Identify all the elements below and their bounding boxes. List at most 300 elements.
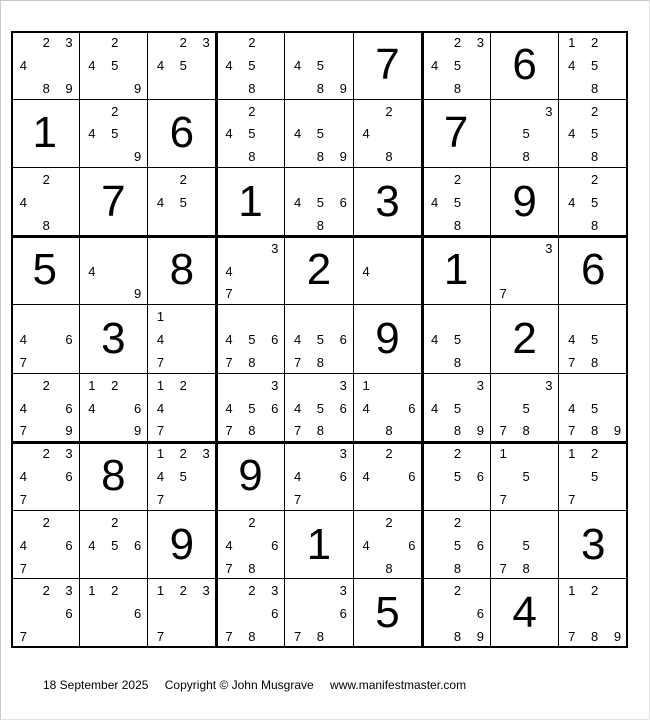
sudoku-cell[interactable] — [217, 237, 286, 306]
candidate-digit: 7 — [568, 423, 576, 439]
candidate-digit: 7 — [499, 423, 507, 439]
candidate-digit: 3 — [202, 583, 210, 599]
candidate-digit: 4 — [431, 57, 439, 73]
sudoku-cell[interactable] — [148, 442, 217, 511]
sudoku-cell[interactable] — [148, 511, 217, 580]
candidate-digit: 8 — [385, 423, 393, 439]
candidate-digit: 2 — [111, 103, 119, 119]
sudoku-cell[interactable] — [285, 237, 354, 306]
sudoku-cell[interactable] — [285, 442, 354, 511]
candidate-digit: 4 — [362, 469, 370, 485]
candidate-digit: 5 — [248, 332, 256, 348]
candidate-digit: 5 — [591, 332, 599, 348]
candidate-digit: 4 — [88, 57, 96, 73]
candidate-digit: 9 — [133, 149, 142, 165]
candidate-digit: 3 — [545, 377, 553, 393]
footer-date: 18 September 2025 — [43, 678, 149, 692]
candidate-digit: 4 — [156, 57, 165, 73]
sudoku-cell[interactable] — [559, 237, 628, 306]
sudoku-cell[interactable] — [11, 31, 80, 100]
given-digit: 2 — [306, 245, 332, 295]
candidate-digit: 7 — [19, 629, 27, 645]
sudoku-cell[interactable] — [354, 31, 423, 100]
sudoku-cell[interactable] — [80, 237, 149, 306]
candidate-digit: 2 — [248, 103, 256, 119]
box-divider-vertical — [215, 31, 218, 648]
candidate-digit: 5 — [453, 537, 462, 553]
candidate-digit: 1 — [88, 583, 96, 599]
sudoku-cell[interactable] — [11, 168, 80, 237]
candidate-digit: 6 — [65, 469, 73, 485]
candidate-digit: 1 — [88, 377, 96, 393]
candidate-digit: 6 — [271, 606, 279, 622]
candidate-digit: 9 — [339, 149, 347, 165]
candidate-digit: 2 — [453, 35, 462, 50]
candidate-digit: 8 — [385, 560, 393, 576]
candidate-digit: 7 — [19, 492, 27, 508]
sudoku-cell[interactable] — [422, 305, 491, 374]
candidate-digit: 4 — [362, 263, 370, 279]
sudoku-cell[interactable] — [422, 374, 491, 443]
candidate-digit: 4 — [156, 194, 165, 210]
sudoku-cell[interactable] — [217, 100, 286, 169]
given-digit: 7 — [443, 108, 469, 158]
sudoku-cell[interactable] — [11, 579, 80, 648]
candidate-digit: 5 — [248, 400, 256, 416]
sudoku-cell[interactable] — [217, 442, 286, 511]
candidate-digit: 5 — [522, 537, 530, 553]
candidate-digit: 6 — [339, 400, 347, 416]
sudoku-cell[interactable] — [11, 511, 80, 580]
candidate-digit: 7 — [568, 492, 576, 508]
sudoku-grid — [11, 31, 628, 648]
candidate-digit: 4 — [225, 57, 233, 73]
candidate-digit: 9 — [133, 423, 142, 439]
candidate-digit: 5 — [111, 57, 119, 73]
sudoku-cell[interactable] — [11, 374, 80, 443]
candidate-digit: 5 — [591, 400, 599, 416]
candidate-digit: 2 — [179, 583, 187, 599]
sudoku-cell[interactable] — [148, 168, 217, 237]
candidate-digit: 6 — [65, 606, 73, 622]
sudoku-cell[interactable] — [11, 442, 80, 511]
candidate-digit: 2 — [591, 103, 599, 119]
given-digit: 1 — [306, 519, 332, 569]
candidate-digit: 5 — [179, 469, 187, 485]
candidate-digit: 8 — [42, 80, 50, 96]
candidate-digit: 9 — [339, 80, 347, 96]
sudoku-cell[interactable] — [491, 305, 560, 374]
footer-website[interactable]: www.manifestmaster.com — [330, 678, 467, 692]
sudoku-cell[interactable] — [285, 579, 354, 648]
candidate-digit: 8 — [453, 354, 462, 370]
candidate-digit: 6 — [339, 194, 347, 210]
sudoku-cell[interactable] — [559, 511, 628, 580]
given-digit: 5 — [32, 245, 58, 295]
candidate-digit: 4 — [293, 57, 302, 73]
candidate-digit: 7 — [19, 560, 27, 576]
given-digit: 3 — [580, 519, 606, 569]
box-divider-horizontal — [11, 235, 628, 238]
candidate-digit: 5 — [453, 332, 462, 348]
sudoku-cell[interactable] — [491, 579, 560, 648]
candidate-digit: 4 — [293, 400, 302, 416]
sudoku-cell[interactable] — [491, 31, 560, 100]
candidate-digit: 8 — [248, 560, 256, 576]
candidate-digit: 8 — [522, 149, 530, 165]
candidate-digit: 7 — [499, 492, 507, 508]
candidate-digit: 4 — [19, 400, 27, 416]
candidate-digit: 3 — [339, 377, 347, 393]
candidate-digit: 4 — [431, 332, 439, 348]
sudoku-cell[interactable] — [80, 442, 149, 511]
footer-copyright: Copyright © John Musgrave — [164, 678, 314, 692]
candidate-digit: 3 — [65, 583, 73, 599]
candidate-digit: 3 — [202, 35, 210, 50]
candidate-digit: 2 — [453, 172, 462, 188]
sudoku-cell[interactable] — [491, 100, 560, 169]
candidate-digit: 2 — [453, 446, 462, 462]
candidate-digit: 7 — [156, 629, 165, 645]
candidate-digit: 3 — [476, 377, 484, 393]
candidate-digit: 1 — [156, 309, 165, 325]
sudoku-cell[interactable] — [559, 305, 628, 374]
candidate-digit: 4 — [293, 469, 302, 485]
given-digit: 7 — [375, 39, 400, 89]
candidate-digit: 7 — [225, 560, 233, 576]
given-digit: 8 — [169, 245, 195, 295]
candidate-digit: 5 — [179, 57, 187, 73]
candidate-digit: 5 — [316, 57, 325, 73]
sudoku-cell[interactable] — [80, 31, 149, 100]
candidate-digit: 9 — [613, 423, 622, 439]
candidate-digit: 5 — [316, 194, 325, 210]
candidate-digit: 8 — [522, 423, 530, 439]
candidate-digit: 8 — [522, 560, 530, 576]
sudoku-cell[interactable] — [491, 511, 560, 580]
sudoku-cell[interactable] — [285, 305, 354, 374]
candidate-digit: 1 — [568, 446, 576, 462]
sudoku-cell[interactable] — [354, 305, 423, 374]
candidate-digit: 2 — [591, 35, 599, 50]
given-digit: 1 — [32, 108, 58, 158]
candidate-digit: 7 — [225, 629, 233, 645]
sudoku-cell[interactable] — [80, 305, 149, 374]
candidate-digit: 5 — [179, 194, 187, 210]
candidate-digit: 6 — [65, 537, 73, 553]
candidate-digit: 8 — [591, 629, 599, 645]
given-digit: 1 — [238, 176, 263, 226]
candidate-digit: 4 — [225, 126, 233, 142]
candidate-digit: 8 — [453, 629, 462, 645]
sudoku-cell[interactable] — [285, 168, 354, 237]
sudoku-cell[interactable] — [148, 31, 217, 100]
candidate-digit: 6 — [476, 537, 484, 553]
sudoku-cell[interactable] — [559, 442, 628, 511]
sudoku-cell[interactable] — [217, 305, 286, 374]
candidate-digit: 9 — [476, 423, 484, 439]
candidate-digit: 8 — [248, 354, 256, 370]
candidate-digit: 6 — [408, 469, 416, 485]
candidate-digit: 4 — [568, 400, 576, 416]
candidate-digit: 8 — [248, 423, 256, 439]
candidate-digit: 3 — [271, 377, 279, 393]
sudoku-cell[interactable] — [422, 168, 491, 237]
candidate-digit: 6 — [408, 537, 416, 553]
candidate-digit: 4 — [362, 126, 370, 142]
sudoku-cell[interactable] — [559, 100, 628, 169]
candidate-digit: 5 — [522, 469, 530, 485]
candidate-digit: 7 — [156, 492, 165, 508]
candidate-digit: 6 — [271, 537, 279, 553]
candidate-digit: 5 — [111, 126, 119, 142]
candidate-digit: 1 — [156, 446, 165, 462]
sudoku-cell[interactable] — [354, 100, 423, 169]
sudoku-cell[interactable] — [11, 305, 80, 374]
sudoku-cell[interactable] — [217, 374, 286, 443]
candidate-digit: 1 — [362, 377, 370, 393]
candidate-digit: 5 — [591, 57, 599, 73]
sudoku-cell[interactable] — [559, 31, 628, 100]
candidate-digit: 5 — [453, 469, 462, 485]
candidate-digit: 2 — [453, 514, 462, 530]
sudoku-cell[interactable] — [354, 511, 423, 580]
given-digit: 8 — [101, 451, 126, 501]
sudoku-cell[interactable] — [80, 168, 149, 237]
sudoku-cell[interactable] — [354, 579, 423, 648]
candidate-digit: 2 — [111, 377, 119, 393]
given-digit: 9 — [238, 451, 263, 501]
candidate-digit: 5 — [316, 400, 325, 416]
sudoku-cell[interactable] — [148, 374, 217, 443]
candidate-digit: 4 — [19, 537, 27, 553]
given-digit: 7 — [101, 176, 126, 226]
candidate-digit: 4 — [88, 400, 96, 416]
candidate-digit: 9 — [613, 629, 622, 645]
candidate-digit: 6 — [65, 400, 73, 416]
candidate-digit: 5 — [522, 126, 530, 142]
candidate-digit: 4 — [431, 400, 439, 416]
candidate-digit: 9 — [133, 80, 142, 96]
candidate-digit: 4 — [568, 194, 576, 210]
candidate-digit: 3 — [202, 446, 210, 462]
footer — [43, 678, 479, 692]
given-digit: 2 — [512, 313, 537, 363]
candidate-digit: 4 — [19, 332, 27, 348]
candidate-digit: 8 — [316, 354, 325, 370]
candidate-digit: 4 — [88, 537, 96, 553]
candidate-digit: 4 — [293, 126, 302, 142]
candidate-digit: 5 — [591, 194, 599, 210]
candidate-digit: 8 — [248, 80, 256, 96]
candidate-digit: 5 — [248, 57, 256, 73]
candidate-digit: 3 — [545, 240, 553, 256]
sudoku-cell[interactable] — [559, 579, 628, 648]
candidate-digit: 4 — [156, 469, 165, 485]
sudoku-cell[interactable] — [422, 237, 491, 306]
sudoku-cell[interactable] — [559, 168, 628, 237]
candidate-digit: 2 — [453, 583, 462, 599]
given-digit: 1 — [443, 245, 469, 295]
given-digit: 4 — [512, 588, 537, 638]
candidate-digit: 3 — [339, 446, 347, 462]
candidate-digit: 9 — [133, 286, 142, 302]
candidate-digit: 7 — [499, 286, 507, 302]
sudoku-cell[interactable] — [422, 31, 491, 100]
sudoku-cell[interactable] — [80, 579, 149, 648]
candidate-digit: 8 — [591, 149, 599, 165]
given-digit: 5 — [375, 588, 400, 638]
sudoku-cell[interactable] — [217, 168, 286, 237]
candidate-digit: 1 — [156, 377, 165, 393]
sudoku-cell[interactable] — [80, 374, 149, 443]
box-divider-vertical — [421, 31, 424, 648]
sudoku-cell[interactable] — [148, 579, 217, 648]
candidate-digit: 5 — [591, 126, 599, 142]
candidate-digit: 4 — [156, 332, 165, 348]
candidate-digit: 2 — [179, 35, 187, 50]
candidate-digit: 2 — [179, 172, 187, 188]
candidate-digit: 2 — [385, 514, 393, 530]
candidate-digit: 2 — [111, 514, 119, 530]
candidate-digit: 6 — [476, 469, 484, 485]
candidate-digit: 2 — [42, 377, 50, 393]
candidate-digit: 2 — [591, 583, 599, 599]
candidate-digit: 6 — [65, 332, 73, 348]
candidate-digit: 4 — [568, 57, 576, 73]
sudoku-cell[interactable] — [148, 237, 217, 306]
candidate-digit: 7 — [293, 354, 302, 370]
sudoku-cell[interactable] — [422, 442, 491, 511]
candidate-digit: 3 — [476, 35, 484, 50]
candidate-digit: 7 — [293, 629, 302, 645]
candidate-digit: 3 — [271, 240, 279, 256]
candidate-digit: 3 — [339, 583, 347, 599]
sudoku-cell[interactable] — [354, 237, 423, 306]
candidate-digit: 8 — [248, 149, 256, 165]
sudoku-cell[interactable] — [148, 100, 217, 169]
candidate-digit: 4 — [568, 126, 576, 142]
sudoku-cell[interactable] — [422, 100, 491, 169]
candidate-digit: 8 — [316, 629, 325, 645]
sudoku-cell[interactable] — [354, 374, 423, 443]
given-digit: 9 — [375, 313, 400, 363]
candidate-digit: 9 — [65, 80, 73, 96]
candidate-digit: 2 — [248, 583, 256, 599]
candidate-digit: 4 — [225, 332, 233, 348]
sudoku-cell[interactable] — [80, 511, 149, 580]
candidate-digit: 5 — [316, 332, 325, 348]
candidate-digit: 2 — [42, 446, 50, 462]
candidate-digit: 7 — [225, 286, 233, 302]
sudoku-cell[interactable] — [80, 100, 149, 169]
sudoku-cell[interactable] — [491, 442, 560, 511]
candidate-digit: 1 — [156, 583, 165, 599]
candidate-digit: 9 — [476, 629, 484, 645]
sudoku-cell[interactable] — [285, 511, 354, 580]
sudoku-cell[interactable] — [217, 31, 286, 100]
candidate-digit: 4 — [225, 263, 233, 279]
sudoku-cell[interactable] — [559, 374, 628, 443]
candidate-digit: 4 — [293, 332, 302, 348]
sudoku-cell[interactable] — [354, 168, 423, 237]
candidate-digit: 6 — [133, 606, 142, 622]
sudoku-cell[interactable] — [422, 511, 491, 580]
sudoku-cell[interactable] — [285, 374, 354, 443]
sudoku-cell[interactable] — [285, 100, 354, 169]
sudoku-cell[interactable] — [217, 511, 286, 580]
candidate-digit: 6 — [339, 606, 347, 622]
candidate-digit: 4 — [19, 469, 27, 485]
candidate-digit: 2 — [179, 446, 187, 462]
candidate-digit: 7 — [19, 423, 27, 439]
candidate-digit: 5 — [111, 537, 119, 553]
sudoku-cell[interactable] — [285, 31, 354, 100]
sudoku-cell[interactable] — [217, 579, 286, 648]
candidate-digit: 7 — [156, 354, 165, 370]
given-digit: 6 — [580, 245, 606, 295]
box-divider-horizontal — [11, 441, 628, 444]
candidate-digit: 4 — [362, 537, 370, 553]
candidate-digit: 4 — [225, 400, 233, 416]
candidate-digit: 4 — [225, 537, 233, 553]
candidate-digit: 4 — [19, 57, 27, 73]
given-digit: 9 — [169, 519, 195, 569]
candidate-digit: 2 — [42, 514, 50, 530]
candidate-digit: 4 — [156, 400, 165, 416]
candidate-digit: 8 — [385, 149, 393, 165]
candidate-digit: 8 — [591, 217, 599, 233]
candidate-digit: 4 — [19, 194, 27, 210]
candidate-digit: 2 — [42, 172, 50, 188]
candidate-digit: 7 — [156, 423, 165, 439]
sudoku-cell[interactable] — [422, 579, 491, 648]
candidate-digit: 8 — [248, 629, 256, 645]
sudoku-cell[interactable] — [148, 305, 217, 374]
candidate-digit: 5 — [591, 469, 599, 485]
candidate-digit: 1 — [568, 35, 576, 50]
candidate-digit: 2 — [111, 35, 119, 50]
candidate-digit: 7 — [225, 423, 233, 439]
candidate-digit: 2 — [591, 172, 599, 188]
candidate-digit: 8 — [316, 423, 325, 439]
candidate-digit: 7 — [293, 423, 302, 439]
given-digit: 6 — [512, 39, 537, 89]
sudoku-cell[interactable] — [354, 442, 423, 511]
candidate-digit: 2 — [248, 35, 256, 50]
sudoku-cell[interactable] — [491, 237, 560, 306]
candidate-digit: 7 — [19, 354, 27, 370]
sudoku-cell[interactable] — [491, 374, 560, 443]
sudoku-cell[interactable] — [11, 100, 80, 169]
candidate-digit: 5 — [453, 194, 462, 210]
candidate-digit: 7 — [499, 560, 507, 576]
candidate-digit: 8 — [453, 80, 462, 96]
candidate-digit: 8 — [42, 217, 50, 233]
candidate-digit: 4 — [293, 194, 302, 210]
candidate-digit: 3 — [545, 103, 553, 119]
candidate-digit: 4 — [568, 332, 576, 348]
sudoku-cell[interactable] — [491, 168, 560, 237]
candidate-digit: 5 — [522, 400, 530, 416]
candidate-digit: 8 — [591, 354, 599, 370]
given-digit: 3 — [375, 176, 400, 226]
candidate-digit: 2 — [248, 514, 256, 530]
candidate-digit: 4 — [88, 263, 96, 279]
sudoku-cell[interactable] — [11, 237, 80, 306]
candidate-digit: 6 — [476, 606, 484, 622]
candidate-digit: 2 — [179, 377, 187, 393]
